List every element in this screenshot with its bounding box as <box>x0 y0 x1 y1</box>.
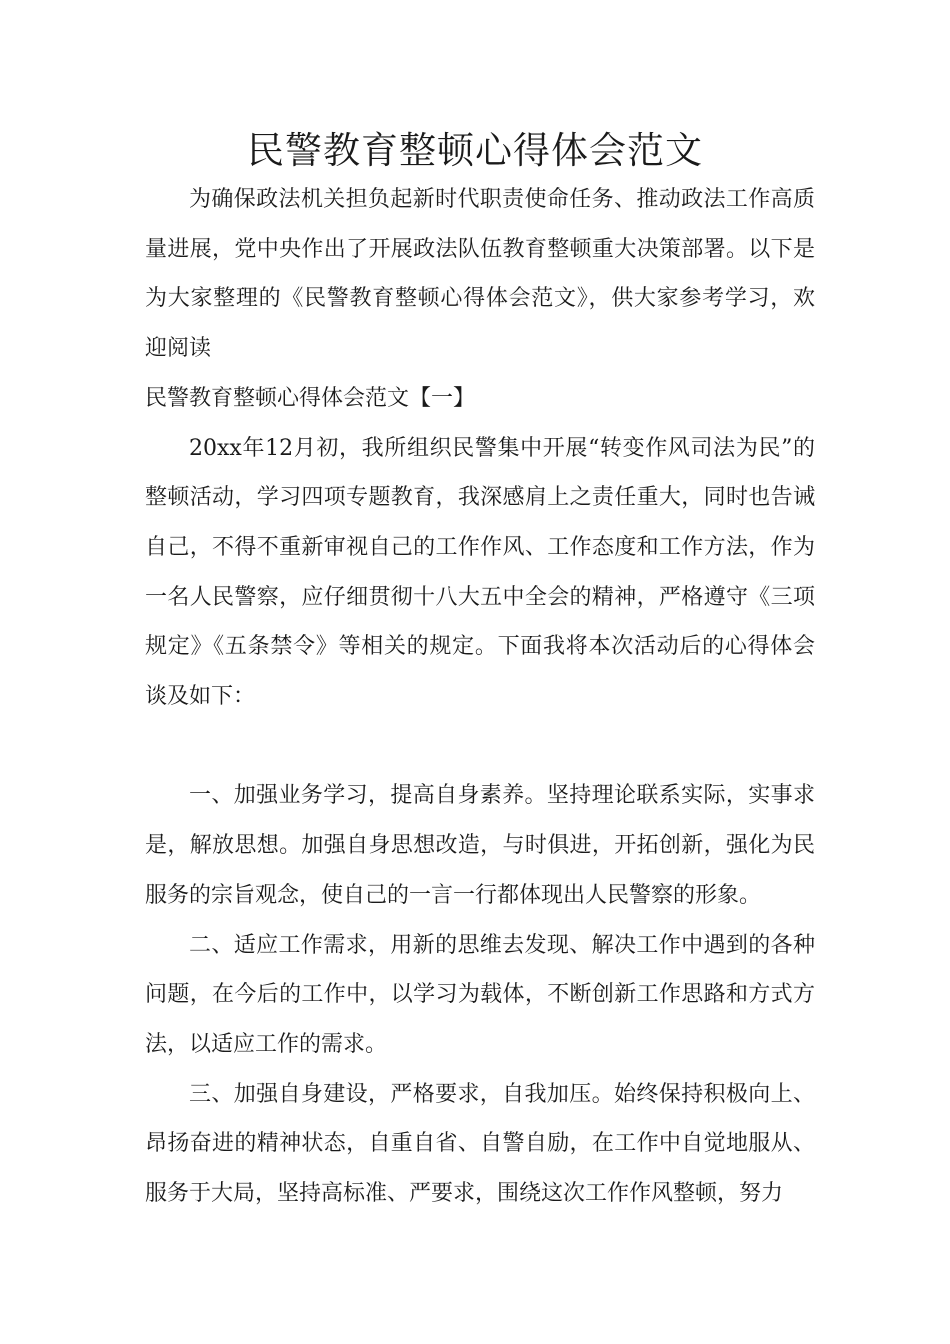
body-paragraph-1: 20xx年12月初，我所组织民警集中开展“转变作风司法为民”的整顿活动，学习四项专题教育，我深感肩上之责任重大，同时也告诫自己，不得不重新审视自己的工作作风、工作态度和工作方法，作为一名人民警察，应仔细贯彻十八大五中全会的精神，严格遵守《三项规定》《五条禁令》等相关的规定。下面我将本次活动后的心得体会谈及如下： <box>145 435 815 710</box>
point-3-paragraph: 三、加强自身建设，严格要求，自我加压。始终保持积极向上、昂扬奋进的精神状态，自重自省、自警自励，在工作中自觉地服从、服务于大局，坚持高标准、严要求，围绕这次工作作风整顿，努力 <box>145 1081 815 1207</box>
point-1-paragraph: 一、加强业务学习，提高自身素养。坚持理论联系实际，实事求是，解放思想。加强自身思想改造，与时俱进，开拓创新，强化为民服务的宗旨观念，使自己的一言一行都体现出人民警察的形象。 <box>145 783 815 908</box>
intro-paragraph: 为确保政法机关担负起新时代职责使命任务、推动政法工作高质量进展，党中央作出了开展政法队伍教育整顿重大决策部署。以下是为大家整理的《民警教育整顿心得体会范文》，供大家参考学习，欢迎阅读 <box>145 187 815 362</box>
document-title: 民警教育整顿心得体会范文 <box>247 129 703 172</box>
document-body <box>145 175 815 1219</box>
point-2-paragraph: 二、适应工作需求，用新的思维去发现、解决工作中遇到的各种问题，在今后的工作中，以学习为载体，不断创新工作思路和方式方法，以适应工作的需求。 <box>145 932 815 1057</box>
blank-line <box>145 722 815 772</box>
section-heading: 民警教育整顿心得体会范文【一】 <box>145 385 476 411</box>
